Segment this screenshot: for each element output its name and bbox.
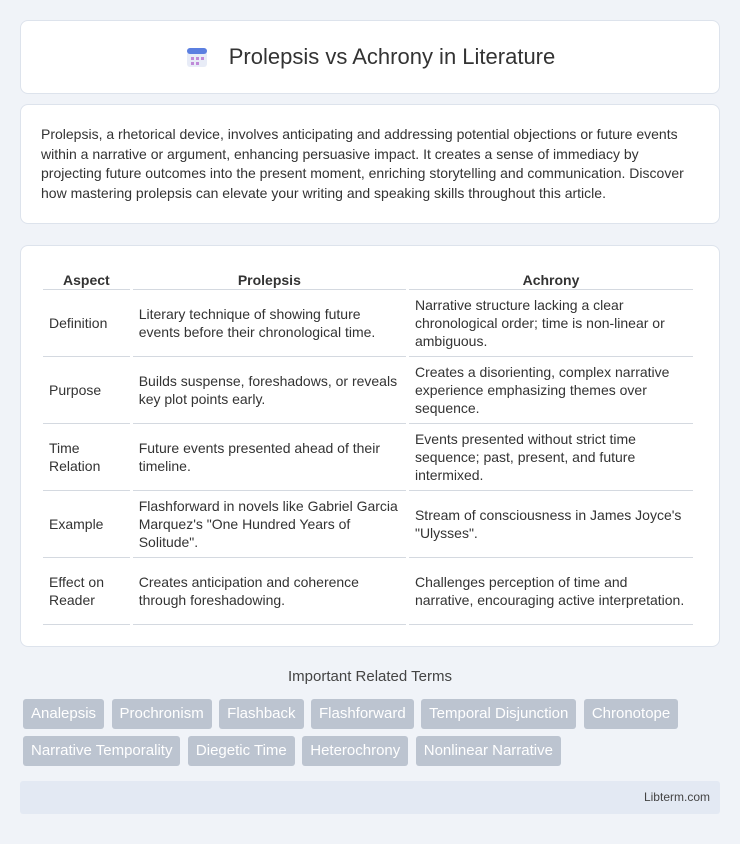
related-term-tag[interactable]: Nonlinear Narrative [416,736,561,766]
header-aspect: Aspect [43,264,130,290]
intro-card [20,104,720,224]
footer-site-link[interactable]: Libterm.com [643,790,710,804]
table-row [43,357,693,424]
related-terms-list [23,699,723,773]
related-term-tag[interactable]: Diegetic Time [188,736,295,766]
table-row [43,558,693,625]
prolepsis-cell: Creates anticipation and coherence through foreshadowing. [133,558,406,625]
achrony-cell: Challenges perception of time and narrative, encouraging active interpretation. [409,558,693,625]
related-term-tag[interactable]: Heterochrony [302,736,408,766]
related-term-tag[interactable]: Chronotope [584,699,678,729]
prolepsis-cell: Future events presented ahead of their timeline. [133,424,406,491]
aspect-cell: Example [43,491,130,558]
header-achrony: Achrony [409,264,693,290]
aspect-cell: Definition [43,290,130,357]
aspect-cell: Purpose [43,357,130,424]
aspect-cell: Time Relation [43,424,130,491]
related-terms-title: Important Related Terms [288,668,452,685]
achrony-cell: Events presented without strict time sequence; past, present, and future intermixed. [409,424,693,491]
footer [20,781,720,814]
table-row [43,290,693,357]
achrony-cell: Stream of consciousness in James Joyce's "Ulysses". [409,491,693,558]
related-term-tag[interactable]: Flashforward [311,699,414,729]
header-card [20,20,720,94]
related-term-tag[interactable]: Flashback [219,699,303,729]
related-term-tag[interactable]: Prochronism [112,699,212,729]
page-title: Prolepsis vs Achrony in Literature [228,44,556,69]
achrony-cell: Narrative structure lacking a clear chronological order; time is non-linear or ambiguous. [409,290,693,357]
table-row [43,424,693,491]
intro-text: Prolepsis, a rhetorical device, involves anticipating and addressing potential objections or future events within a narrative or argument, enhancing persuasive impact. It creates a sense of immediacy by projecting future outcomes into the present moment, enriching storytelling and communication. Discover how mastering prolepsis can elevate your writing and speaking skills throughout this article. [41,126,684,201]
comparison-card [20,245,720,647]
related-term-tag[interactable]: Analepsis [23,699,104,729]
prolepsis-cell: Builds suspense, foreshadows, or reveals key plot points early. [133,357,406,424]
calendar-icon [185,45,209,69]
related-term-tag[interactable]: Narrative Temporality [23,736,180,766]
prolepsis-cell: Flashforward in novels like Gabriel Garcia Marquez's "One Hundred Years of Solitude". [133,491,406,558]
related-term-tag[interactable]: Temporal Disjunction [421,699,576,729]
achrony-cell: Creates a disorienting, complex narrative experience emphasizing themes over sequence. [409,357,693,424]
header-prolepsis: Prolepsis [133,264,406,290]
prolepsis-cell: Literary technique of showing future events before their chronological time. [133,290,406,357]
aspect-cell: Effect on Reader [43,558,130,625]
table-row [43,491,693,558]
comparison-table [40,264,696,625]
